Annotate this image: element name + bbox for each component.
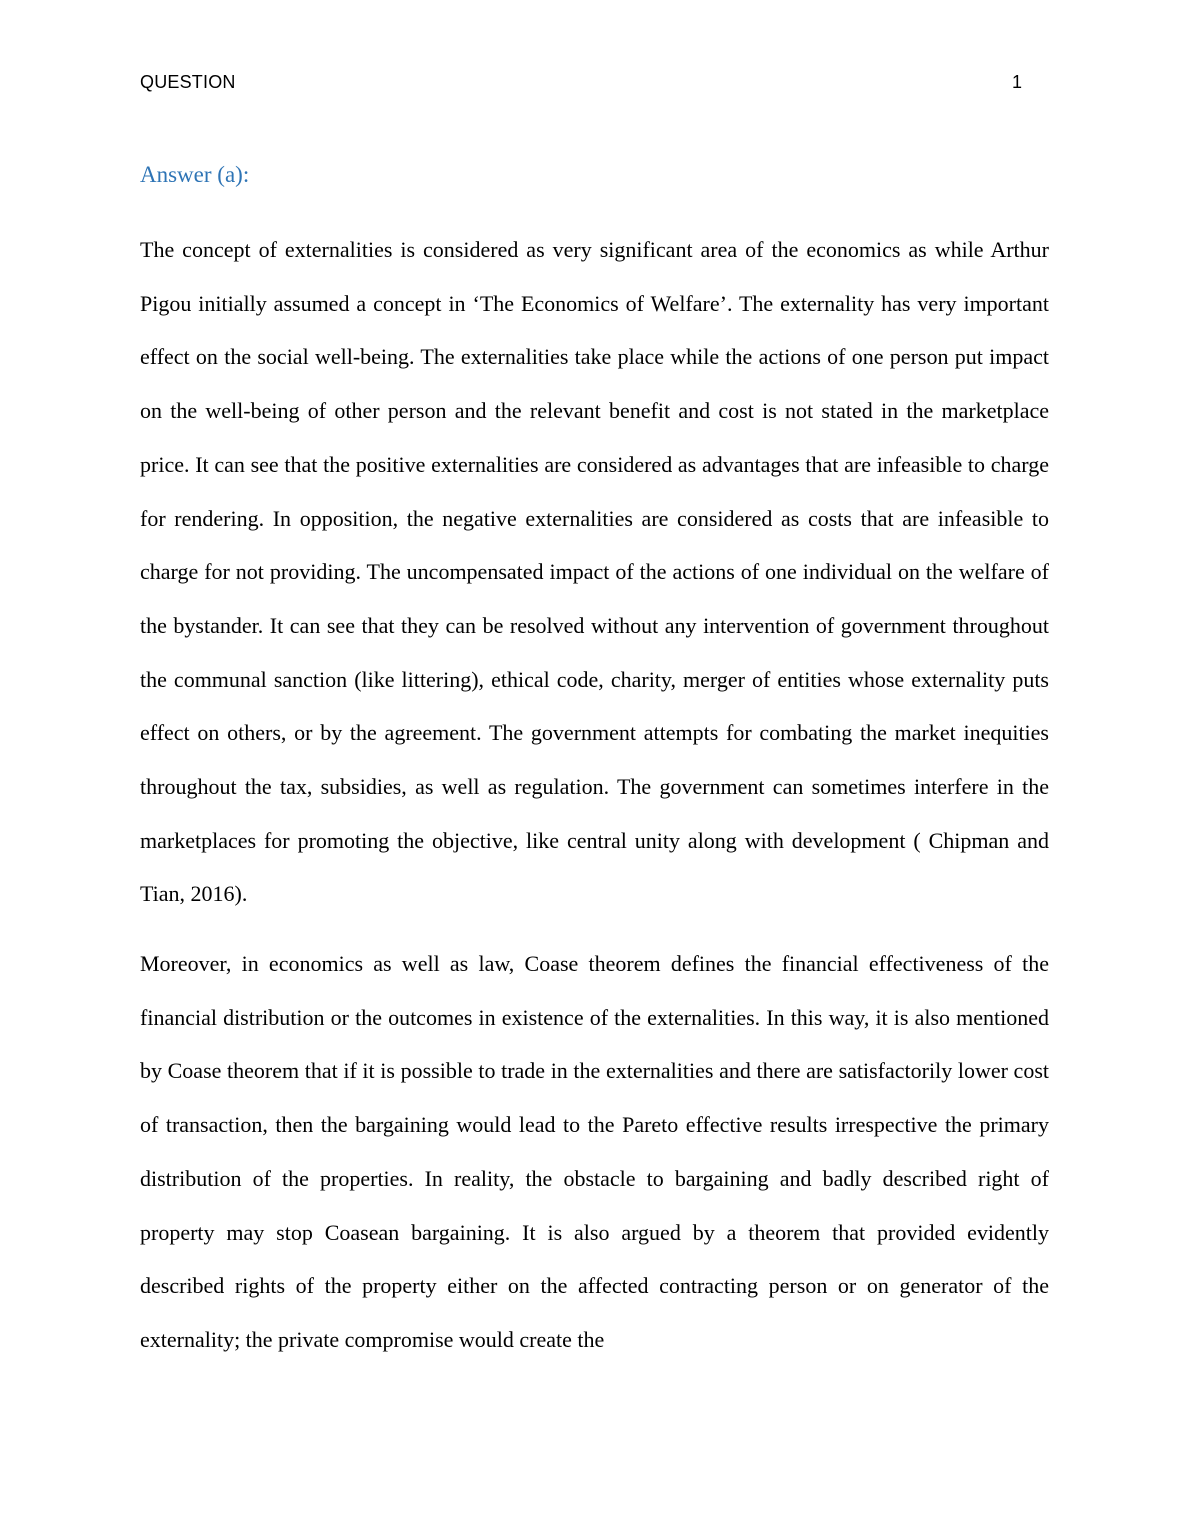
section-heading: Answer (a): — [140, 162, 250, 187]
page-number: 1 — [1011, 72, 1022, 92]
body-paragraph-2: Moreover, in economics as well as law, Coase theorem defines the financial effectiveness of the financial distribution or the outcomes in existence of the externalities. In this way, it is also mentioned by Coase theorem that if it is possible to trade in the externalities and there are satisfactorily lower cost of transaction, then the bargaining would lead to the Pareto effective results irrespective the primary distribution of the properties. In reality, the obstacle to bargaining and badly described right of property may stop Coasean bargaining. It is also argued by a theorem that provided evidently described rights of the property either on the affected contracting person or on generator of the externality; the private compromise would create the — [140, 951, 1049, 1352]
running-head: QUESTION — [140, 72, 236, 92]
body-paragraph-1: The concept of externalities is considered as very significant area of the economics as while Arthur Pigou initially assumed a concept in ‘The Economics of Welfare’. The externality has very important effect on the social well-being. The externalities take place while the actions of one person put impact on the well-being of other person and the relevant benefit and cost is not stated in the marketplace price. It can see that the positive externalities are considered as advantages that are infeasible to charge for rendering. In opposition, the negative externalities are considered as costs that are infeasible to charge for not providing. The uncompensated impact of the actions of one individual on the welfare of the bystander. It can see that they can be resolved without any intervention of government throughout the communal sanction (like littering), ethical code, charity, merger of entities whose externality puts effect on others, or by the agreement. The government attempts for combating the market inequities throughout the tax, subsidies, as well as regulation. The government can sometimes interfere in the marketplaces for promoting the objective, like central unity along with development ( Chipman and Tian, 2016). — [140, 237, 1049, 907]
